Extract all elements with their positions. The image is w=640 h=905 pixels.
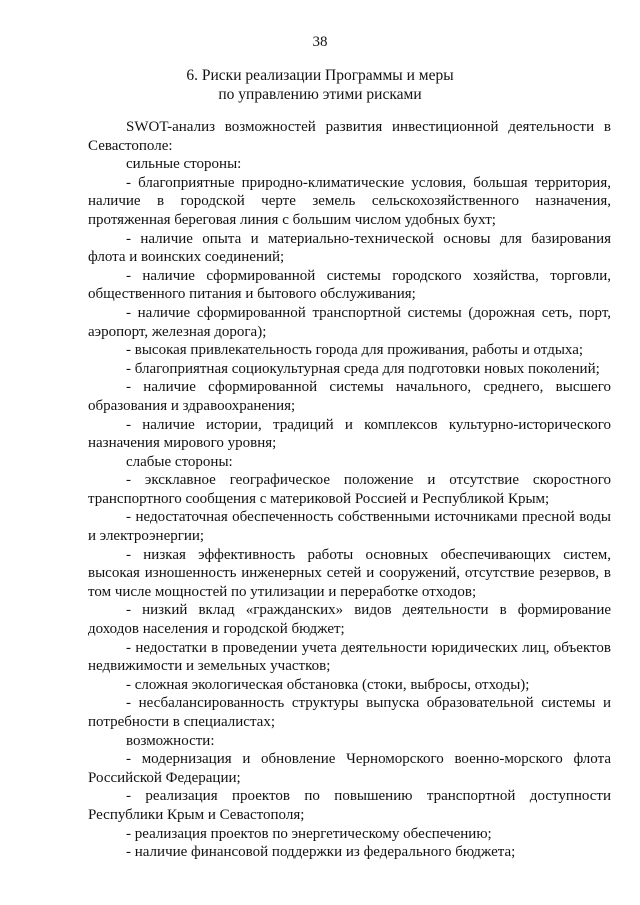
weakness-item: - низкий вклад «гражданских» видов деятельности в формирование доходов населения и городской бюджет; bbox=[88, 602, 611, 638]
section-heading bbox=[0, 66, 640, 104]
section-heading-line-1: 6. Риски реализации Программы и меры bbox=[186, 67, 454, 84]
section-heading-line-2: по управлению этими рисками bbox=[218, 86, 422, 103]
strength-item: - наличие сформированной системы городского хозяйства, торговли, общественного питания и бытового обслуживания; bbox=[88, 267, 611, 303]
strength-item: - благоприятная социокультурная среда для подготовки новых поколений; bbox=[126, 360, 600, 377]
opportunity-item: - реализация проектов по энергетическому обеспечению; bbox=[126, 825, 492, 842]
strength-item: - высокая привлекательность города для проживания, работы и отдыха; bbox=[126, 342, 584, 359]
strength-item: - благоприятные природно-климатические условия, большая территория, наличие в городской черте земель сельскохозяйственного назначения, протяженная береговая линия с большим числом удобных бухт; bbox=[88, 174, 611, 228]
weakness-item: - сложная экологическая обстановка (стоки, выбросы, отходы); bbox=[126, 676, 530, 693]
strength-item: - наличие опыта и материально-технической основы для базирования флота и воинских соединений; bbox=[88, 230, 611, 266]
opportunity-item: - наличие финансовой поддержки из федерального бюджета; bbox=[126, 844, 516, 861]
intro-paragraph: SWOT-анализ возможностей развития инвестиционной деятельности в Севастополе: bbox=[88, 119, 611, 154]
strengths-title: сильные стороны: bbox=[126, 156, 242, 173]
weakness-item: - эксклавное географическое положение и отсутствие скоростного транспортного сообщения с материковой Россией и Республикой Крым; bbox=[88, 472, 611, 507]
strength-item: - наличие истории, традиций и комплексов культурно-исторического назначения мирового уровня; bbox=[88, 416, 611, 452]
page-number: 38 bbox=[312, 34, 328, 50]
weakness-item: - несбалансированность структуры выпуска образовательной системы и потребности в специалистах; bbox=[88, 695, 611, 730]
weaknesses-title: слабые стороны: bbox=[126, 453, 233, 470]
opportunity-item: - реализация проектов по повышению транспортной доступности Республики Крым и Севастополя; bbox=[88, 788, 611, 823]
weakness-item: - недостаточная обеспеченность собственными источниками пресной воды и электроэнергии; bbox=[88, 509, 611, 545]
strength-item: - наличие сформированной транспортной системы (дорожная сеть, порт, аэропорт, железная дорога); bbox=[88, 304, 611, 340]
strength-item: - наличие сформированной системы начального, среднего, высшего образования и здравоохранения; bbox=[88, 379, 611, 414]
weakness-item: - недостатки в проведении учета деятельности юридических лиц, объектов недвижимости и земельных участков; bbox=[88, 639, 611, 675]
weakness-item: - низкая эффективность работы основных обеспечивающих систем, высокая изношенность инженерных сетей и сооружений, отсутствие резервов, в том числе мощностей по утилизации и переработке отходов; bbox=[88, 546, 611, 600]
opportunities-title: возможности: bbox=[126, 732, 215, 749]
opportunity-item: - модернизация и обновление Черноморского военно-морского флота Российской Федерации; bbox=[88, 751, 611, 786]
document-body bbox=[88, 118, 611, 862]
